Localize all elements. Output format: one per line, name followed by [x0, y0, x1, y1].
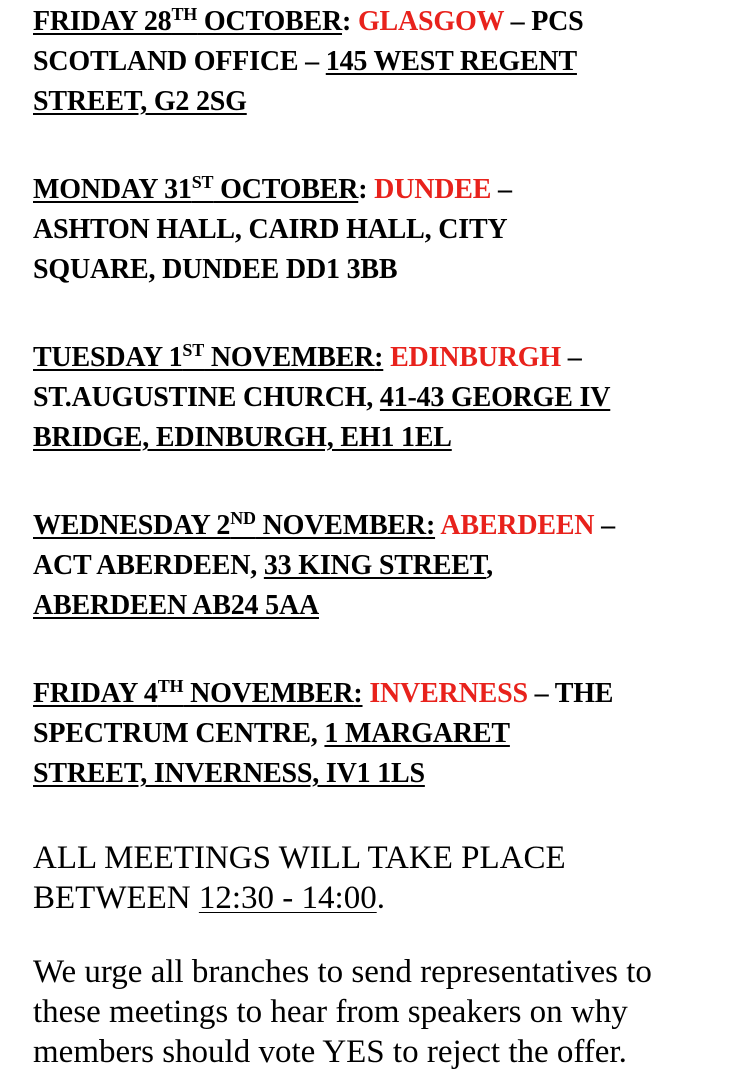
meeting-heading: TUESDAY 1ST NOVEMBER: EDINBURGH – — [33, 340, 582, 373]
venue-address: ABERDEEN AB24 5AA — [33, 590, 319, 621]
venue-line — [33, 586, 733, 626]
meeting-heading: WEDNESDAY 2ND NOVEMBER: ABERDEEN – — [33, 508, 615, 541]
meeting-edinburgh — [33, 338, 733, 458]
city-name: EDINBURGH — [390, 342, 561, 373]
venue-address: STREET, INVERNESS, IV1 1LS — [33, 758, 425, 789]
venue-address: BRIDGE, EDINBURGH, EH1 1EL — [33, 422, 452, 453]
venue-line: ASHTON HALL, CAIRD HALL, CITY — [33, 214, 508, 245]
date-ordinal: TH — [157, 676, 184, 696]
meeting-glasgow — [33, 2, 733, 122]
meeting-date: MONDAY 31ST OCTOBER — [33, 172, 359, 205]
venue-line — [33, 754, 733, 794]
document-body — [33, 0, 733, 1072]
venue-address: 33 KING STREET — [263, 550, 487, 581]
meeting-time-notice: ALL MEETINGS WILL TAKE PLACE BETWEEN 12:30 - 14:00. — [33, 840, 566, 916]
meeting-dundee — [33, 170, 733, 290]
date-ordinal: ND — [230, 508, 256, 528]
venue-address: 145 WEST REGENT — [325, 46, 577, 77]
meeting-date: TUESDAY 1ST NOVEMBER: — [33, 340, 384, 373]
city-name: ABERDEEN — [440, 510, 595, 541]
venue-line: ST.AUGUSTINE CHURCH, 41-43 GEORGE IV — [33, 382, 611, 413]
date-ordinal: ST — [191, 172, 214, 192]
meeting-heading: FRIDAY 4TH NOVEMBER: INVERNESS – THE — [33, 676, 614, 709]
meeting-date: WEDNESDAY 2ND NOVEMBER: — [33, 508, 436, 541]
meeting-aberdeen — [33, 506, 733, 626]
date-ordinal: TH — [171, 4, 198, 24]
venue-line: SPECTRUM CENTRE, 1 MARGARET — [33, 718, 510, 749]
venue-line — [33, 418, 733, 458]
venue-line — [33, 82, 733, 122]
meeting-date: FRIDAY 28TH OCTOBER — [33, 4, 343, 37]
venue-address: 41-43 GEORGE IV — [379, 382, 611, 413]
meeting-date: FRIDAY 4TH NOVEMBER: — [33, 676, 363, 709]
venue-address: 1 MARGARET — [324, 718, 510, 749]
city-name: GLASGOW — [357, 6, 504, 37]
meeting-heading: MONDAY 31ST OCTOBER: DUNDEE – — [33, 172, 512, 205]
date-ordinal: ST — [182, 340, 205, 360]
meeting-time: 12:30 - 14:00 — [198, 880, 377, 916]
meeting-inverness — [33, 674, 733, 794]
urge-paragraph: We urge all branches to send representatives to these meetings to hear from speakers on why members should vote YES to reject the offer. — [33, 954, 652, 1070]
meeting-heading: FRIDAY 28TH OCTOBER: GLASGOW – PCS — [33, 4, 584, 37]
venue-line: SCOTLAND OFFICE – 145 WEST REGENT — [33, 46, 577, 77]
venue-line: SQUARE, DUNDEE DD1 3BB — [33, 254, 398, 285]
city-name: INVERNESS — [369, 678, 528, 709]
venue-address: STREET, G2 2SG — [33, 86, 247, 117]
venue-line: ACT ABERDEEN, 33 KING STREET, — [33, 550, 493, 581]
city-name: DUNDEE — [374, 174, 492, 205]
